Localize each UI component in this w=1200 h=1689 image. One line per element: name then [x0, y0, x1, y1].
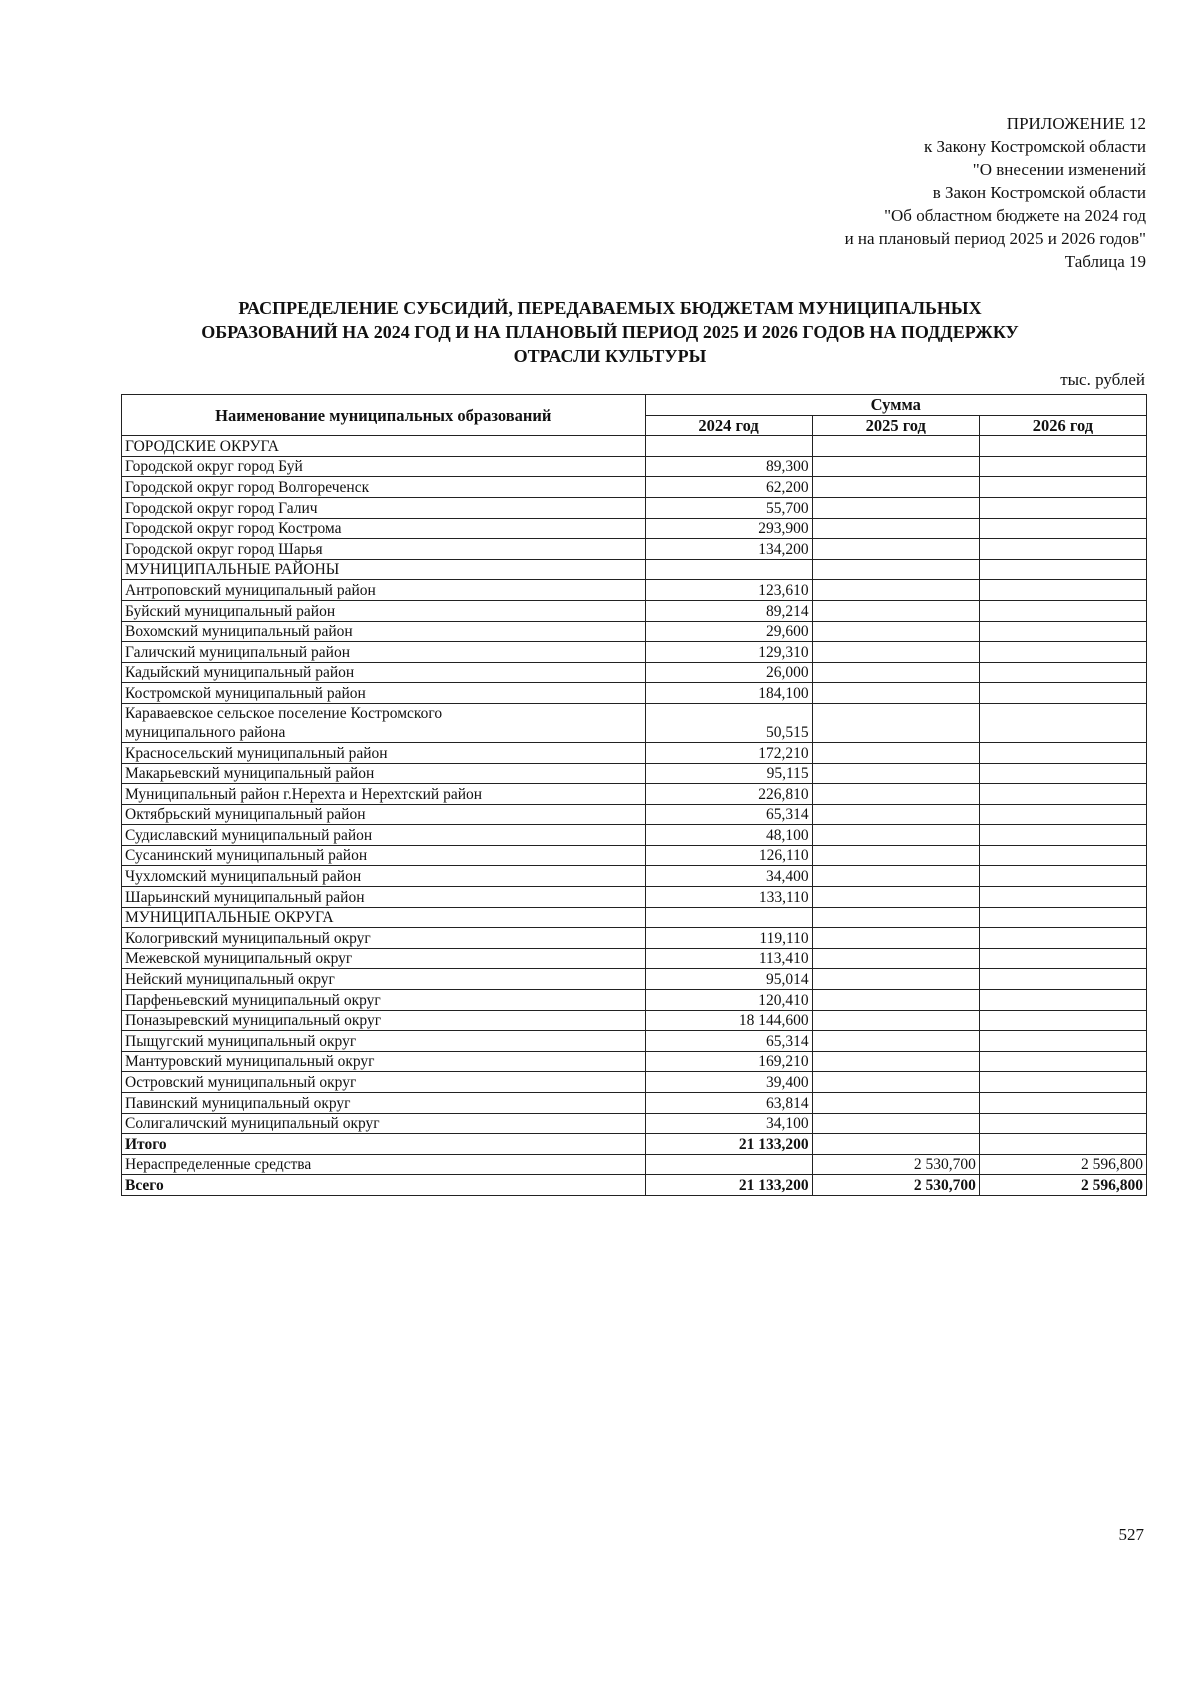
cell-2026	[979, 683, 1146, 704]
table-row	[122, 1093, 1147, 1114]
cell-2026	[979, 1031, 1146, 1052]
cell-2025	[812, 804, 979, 825]
cell-2026	[979, 539, 1146, 560]
row-name-cell	[122, 928, 646, 949]
row-name: МУНИЦИПАЛЬНЫЕ ОКРУГА	[125, 909, 334, 927]
row-name-cell	[122, 580, 646, 601]
appendix-number: ПРИЛОЖЕНИЕ 12	[1006, 114, 1146, 133]
cell-2024: 169,210	[645, 1051, 812, 1072]
row-name: Сусанинский муниципальный район	[125, 847, 368, 865]
units-label: тыс. рублей	[1060, 370, 1145, 389]
row-name: Шарьинский муниципальный район	[125, 888, 365, 906]
cell-2024: 34,400	[645, 866, 812, 887]
row-name: Всего	[125, 1176, 164, 1194]
cell-2024: 89,300	[645, 456, 812, 477]
table-row	[122, 580, 1147, 601]
table-row	[122, 456, 1147, 477]
cell-2025: 2 530,700	[812, 1175, 979, 1196]
row-name-cell	[122, 907, 646, 928]
table-row	[122, 825, 1147, 846]
cell-2026	[979, 642, 1146, 663]
cell-2024: 62,200	[645, 477, 812, 498]
cell-2024: 26,000	[645, 662, 812, 683]
row-name-cell	[122, 825, 646, 846]
row-name: Судиславский муниципальный район	[125, 826, 373, 844]
row-name: Буйский муниципальный район	[125, 602, 336, 620]
cell-2025	[812, 763, 979, 784]
table-row	[122, 907, 1147, 928]
appendix-line: в Закон Костромской области	[932, 183, 1146, 202]
cell-2025	[812, 1134, 979, 1155]
row-name-cell	[122, 559, 646, 580]
table-row	[122, 990, 1147, 1011]
cell-2024: 113,410	[645, 948, 812, 969]
table-row	[122, 518, 1147, 539]
cell-2025	[812, 1113, 979, 1134]
table-row	[122, 436, 1147, 457]
row-name-cell	[122, 887, 646, 908]
cell-2026	[979, 1093, 1146, 1114]
row-name: Поназыревский муниципальный округ	[125, 1012, 382, 1030]
cell-2024: 123,610	[645, 580, 812, 601]
table-row	[122, 683, 1147, 704]
page-number: 527	[1118, 1525, 1144, 1544]
cell-2026	[979, 456, 1146, 477]
cell-2026	[979, 948, 1146, 969]
cell-2026	[979, 436, 1146, 457]
row-name-cell	[122, 866, 646, 887]
table-row	[122, 948, 1147, 969]
row-name: ГОРОДСКИЕ ОКРУГА	[125, 437, 279, 455]
table-row	[122, 742, 1147, 763]
row-name-continuation: муниципального района	[125, 723, 286, 741]
table-row	[122, 1031, 1147, 1052]
cell-2025	[812, 539, 979, 560]
row-name: Городской округ город Буй	[125, 458, 303, 476]
title-line: ОБРАЗОВАНИЙ НА 2024 ГОД И НА ПЛАНОВЫЙ ПЕРИОД 2025 И 2026 ГОДОВ НА ПОДДЕРЖКУ	[201, 322, 1019, 342]
table-row	[122, 662, 1147, 683]
table-row	[122, 703, 1147, 742]
table-row	[122, 1051, 1147, 1072]
cell-2024: 226,810	[645, 784, 812, 805]
cell-2026: 2 596,800	[979, 1154, 1146, 1175]
cell-2026	[979, 1072, 1146, 1093]
cell-2025	[812, 742, 979, 763]
row-name-cell	[122, 1175, 646, 1196]
cell-2024: 21 133,200	[645, 1134, 812, 1155]
cell-2024: 55,700	[645, 497, 812, 518]
row-name-cell	[122, 1051, 646, 1072]
row-name: Костромской муниципальный район	[125, 684, 366, 702]
row-name: Городской округ город Волгореченск	[125, 478, 370, 496]
cell-2024	[645, 1154, 812, 1175]
appendix-line: "Об областном бюджете на 2024 год	[884, 206, 1146, 225]
row-name-cell	[122, 456, 646, 477]
cell-2025	[812, 518, 979, 539]
cell-2024: 126,110	[645, 845, 812, 866]
row-name: Мантуровский муниципальный округ	[125, 1053, 375, 1071]
cell-2024	[645, 907, 812, 928]
row-name-cell	[122, 784, 646, 805]
row-name-cell	[122, 1134, 646, 1155]
cell-2025	[812, 1093, 979, 1114]
column-header-name: Наименование муниципальных образований	[122, 395, 646, 436]
cell-2024: 172,210	[645, 742, 812, 763]
row-name-cell	[122, 621, 646, 642]
row-name-cell	[122, 436, 646, 457]
cell-2026	[979, 477, 1146, 498]
cell-2025	[812, 1051, 979, 1072]
cell-2025	[812, 1031, 979, 1052]
cell-2025	[812, 703, 979, 742]
table-row	[122, 1134, 1147, 1155]
cell-2026: 2 596,800	[979, 1175, 1146, 1196]
row-name: Галичский муниципальный район	[125, 643, 350, 661]
table-row	[122, 804, 1147, 825]
cell-2026	[979, 804, 1146, 825]
cell-2024	[645, 436, 812, 457]
row-name: Павинский муниципальный округ	[125, 1094, 351, 1112]
column-header-2026: 2026 год	[979, 415, 1146, 436]
cell-2026	[979, 1113, 1146, 1134]
cell-2025	[812, 600, 979, 621]
row-name: Итого	[125, 1135, 167, 1153]
cell-2025	[812, 477, 979, 498]
row-name-cell	[122, 763, 646, 784]
cell-2025	[812, 580, 979, 601]
cell-2024: 21 133,200	[645, 1175, 812, 1196]
cell-2026	[979, 518, 1146, 539]
cell-2026	[979, 763, 1146, 784]
row-name-cell	[122, 1093, 646, 1114]
table-row	[122, 539, 1147, 560]
row-name: Антроповский муниципальный район	[125, 581, 376, 599]
row-name: Нейский муниципальный округ	[125, 971, 335, 989]
cell-2024: 63,814	[645, 1093, 812, 1114]
cell-2025: 2 530,700	[812, 1154, 979, 1175]
row-name-cell	[122, 1113, 646, 1134]
cell-2025	[812, 845, 979, 866]
cell-2025	[812, 990, 979, 1011]
column-header-2024: 2024 год	[645, 415, 812, 436]
row-name-cell	[122, 518, 646, 539]
cell-2026	[979, 621, 1146, 642]
cell-2026	[979, 784, 1146, 805]
table-row	[122, 477, 1147, 498]
appendix-line: к Закону Костромской области	[924, 137, 1146, 156]
row-name-cell	[122, 539, 646, 560]
row-name-cell	[122, 703, 646, 742]
row-name: Кадыйский муниципальный район	[125, 664, 355, 682]
row-name: Городской округ город Кострома	[125, 520, 342, 538]
row-name: Межевской муниципальный округ	[125, 950, 353, 968]
cell-2026	[979, 600, 1146, 621]
cell-2026	[979, 703, 1146, 742]
cell-2026	[979, 497, 1146, 518]
row-name-cell	[122, 845, 646, 866]
row-name: Октябрьский муниципальный район	[125, 806, 366, 824]
table-row	[122, 866, 1147, 887]
row-name: МУНИЦИПАЛЬНЫЕ РАЙОНЫ	[125, 561, 340, 579]
table-row	[122, 559, 1147, 580]
cell-2026	[979, 866, 1146, 887]
cell-2025	[812, 948, 979, 969]
cell-2026	[979, 887, 1146, 908]
row-name-cell	[122, 1154, 646, 1175]
row-name-cell	[122, 662, 646, 683]
appendix-line: и на плановый период 2025 и 2026 годов"	[844, 229, 1146, 248]
row-name-cell	[122, 1031, 646, 1052]
row-name: Городской округ город Галич	[125, 499, 318, 517]
cell-2025	[812, 559, 979, 580]
cell-2025	[812, 1010, 979, 1031]
table-row	[122, 1154, 1147, 1175]
row-name-cell	[122, 1010, 646, 1031]
cell-2026	[979, 1051, 1146, 1072]
row-name: Чухломский муниципальный район	[125, 868, 362, 886]
table-row	[122, 784, 1147, 805]
cell-2024: 89,214	[645, 600, 812, 621]
title-line: РАСПРЕДЕЛЕНИЕ СУБСИДИЙ, ПЕРЕДАВАЕМЫХ БЮДЖЕТАМ МУНИЦИПАЛЬНЫХ	[238, 298, 982, 318]
cell-2026	[979, 969, 1146, 990]
table-row	[122, 1072, 1147, 1093]
table-row	[122, 969, 1147, 990]
row-name-cell	[122, 990, 646, 1011]
cell-2024: 120,410	[645, 990, 812, 1011]
cell-2024: 129,310	[645, 642, 812, 663]
row-name-cell	[122, 804, 646, 825]
cell-2025	[812, 497, 979, 518]
table-row	[122, 1175, 1147, 1196]
cell-2024: 95,115	[645, 763, 812, 784]
table-row	[122, 845, 1147, 866]
cell-2024: 39,400	[645, 1072, 812, 1093]
row-name-cell	[122, 683, 646, 704]
table-body	[122, 436, 1147, 1196]
row-name-cell	[122, 477, 646, 498]
row-name: Красносельский муниципальный район	[125, 744, 388, 762]
cell-2026	[979, 990, 1146, 1011]
cell-2024: 50,515	[645, 703, 812, 742]
cell-2026	[979, 1134, 1146, 1155]
cell-2025	[812, 866, 979, 887]
cell-2025	[812, 1072, 979, 1093]
table-row	[122, 1113, 1147, 1134]
cell-2024: 95,014	[645, 969, 812, 990]
row-name: Нераспределенные средства	[125, 1156, 312, 1174]
row-name: Островский муниципальный округ	[125, 1074, 357, 1091]
cell-2024: 133,110	[645, 887, 812, 908]
row-name: Городской округ город Шарья	[125, 540, 323, 558]
table-row	[122, 763, 1147, 784]
table-row	[122, 887, 1147, 908]
cell-2025	[812, 969, 979, 990]
row-name-cell	[122, 969, 646, 990]
table-row	[122, 600, 1147, 621]
row-name: Вохомский муниципальный район	[125, 623, 353, 641]
cell-2025	[812, 825, 979, 846]
cell-2025	[812, 456, 979, 477]
cell-2024: 65,314	[645, 804, 812, 825]
row-name: Муниципальный район г.Нерехта и Нерехтский район	[125, 785, 483, 803]
cell-2025	[812, 907, 979, 928]
cell-2025	[812, 642, 979, 663]
cell-2024	[645, 559, 812, 580]
cell-2025	[812, 683, 979, 704]
table-row	[122, 621, 1147, 642]
cell-2024: 34,100	[645, 1113, 812, 1134]
table-row	[122, 642, 1147, 663]
title-line: ОТРАСЛИ КУЛЬТУРЫ	[513, 346, 707, 366]
cell-2026	[979, 907, 1146, 928]
row-name: Пыщугский муниципальный округ	[125, 1032, 357, 1050]
row-name: Кологривский муниципальный округ	[125, 929, 371, 947]
cell-2026	[979, 928, 1146, 949]
cell-2025	[812, 621, 979, 642]
row-name: Парфеньевский муниципальный округ	[125, 991, 381, 1009]
column-header-sum: Сумма	[645, 395, 1147, 416]
cell-2024: 134,200	[645, 539, 812, 560]
row-name-cell	[122, 742, 646, 763]
cell-2026	[979, 662, 1146, 683]
cell-2026	[979, 742, 1146, 763]
appendix-line: "О внесении изменений	[972, 160, 1146, 179]
row-name: Караваевское сельское поселение Костромского	[125, 704, 443, 722]
cell-2025	[812, 436, 979, 457]
cell-2026	[979, 845, 1146, 866]
table-number: Таблица 19	[1064, 252, 1146, 271]
row-name: Солигаличский муниципальный округ	[125, 1115, 380, 1133]
cell-2025	[812, 784, 979, 805]
cell-2025	[812, 662, 979, 683]
subsidies-table	[121, 394, 1147, 1196]
cell-2025	[812, 887, 979, 908]
row-name-cell	[122, 497, 646, 518]
table-row	[122, 928, 1147, 949]
row-name: Макарьевский муниципальный район	[125, 765, 375, 783]
document-title	[110, 296, 1110, 368]
cell-2026	[979, 825, 1146, 846]
row-name-cell	[122, 642, 646, 663]
column-header-2025: 2025 год	[812, 415, 979, 436]
cell-2026	[979, 580, 1146, 601]
cell-2026	[979, 1010, 1146, 1031]
cell-2024: 48,100	[645, 825, 812, 846]
table-row	[122, 497, 1147, 518]
cell-2025	[812, 928, 979, 949]
row-name-cell	[122, 948, 646, 969]
cell-2024: 293,900	[645, 518, 812, 539]
cell-2024: 29,600	[645, 621, 812, 642]
cell-2024: 18 144,600	[645, 1010, 812, 1031]
cell-2024: 184,100	[645, 683, 812, 704]
table-row	[122, 1010, 1147, 1031]
row-name-cell	[122, 600, 646, 621]
cell-2024: 119,110	[645, 928, 812, 949]
appendix-header	[845, 112, 1146, 273]
cell-2024: 65,314	[645, 1031, 812, 1052]
cell-2026	[979, 559, 1146, 580]
row-name-cell	[122, 1072, 646, 1093]
